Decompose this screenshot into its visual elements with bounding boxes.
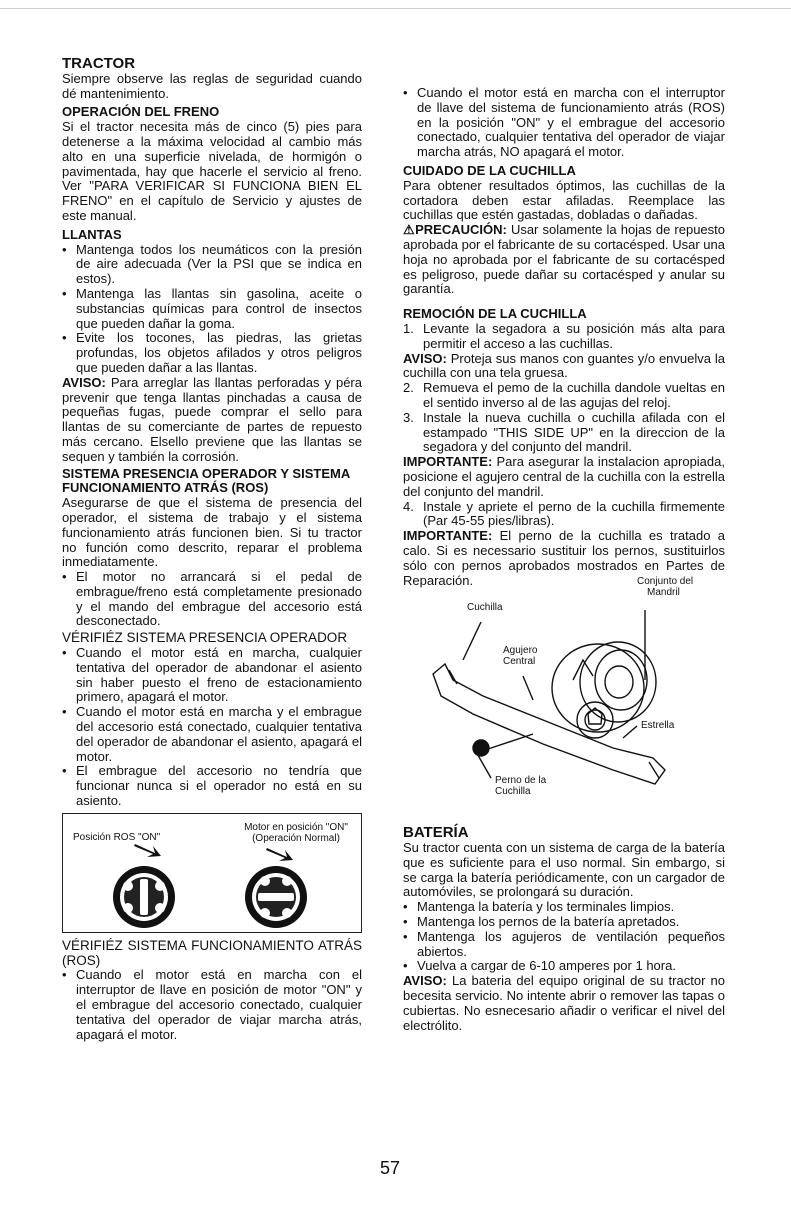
step-number: 1. xyxy=(403,320,414,336)
blade-care-text: Para obtener resultados óptimos, las cuchillas de la cortadora deben estar afiladas. Reemplace las cuchillas que estén gastadas, dobladas o dañadas. xyxy=(403,177,725,223)
motor-on-label: Motor en posición "ON" xyxy=(244,821,348,833)
list-item: • Mantenga la batería y los terminales limpios. xyxy=(403,900,725,915)
list-item xyxy=(403,411,725,455)
verify-ros-list xyxy=(62,968,362,1042)
list-item xyxy=(403,500,725,530)
aviso-label: AVISO: xyxy=(62,374,106,390)
blade-mandrel-drawing-icon xyxy=(423,610,703,800)
list-item xyxy=(403,381,725,411)
list-item xyxy=(403,322,725,352)
list-item: • El embrague del accesorio no tendría que funcionar nunca si el operador no está en su asiento. xyxy=(62,764,362,808)
removal-steps-a xyxy=(403,322,725,352)
ignition-switch-ros-icon xyxy=(111,864,177,930)
aviso-tires xyxy=(62,376,362,465)
list-item: • Cuando el motor está en marcha con el interruptor de llave del sistema de funcionamiento atrás (ROS) en la posición "ON" y el embrague del accesorio conectado, cualquier tentativa del operador de viajar marcha atrás, NO apagará el motor. xyxy=(403,86,725,160)
removal-steps-b xyxy=(403,381,725,455)
tractor-text: Siempre observe las reglas de seguridad cuando dé mantenimiento. xyxy=(62,70,362,101)
key-switch-figure xyxy=(62,813,362,933)
list-item: • Cuando el motor está en marcha y el embrague del accesorio está conectado, cualquier tentativa del operador de abandonar el asiento, apagará el motor. xyxy=(62,705,362,764)
verify-presence-heading: VÉRIFIÉZ SISTEMA PRESENCIA OPERADOR xyxy=(62,630,348,646)
tractor-heading: TRACTOR xyxy=(62,55,136,72)
step-number: 4. xyxy=(403,498,414,514)
aviso-label: AVISO: xyxy=(403,973,447,989)
system-list xyxy=(62,570,362,629)
verify-presence-list xyxy=(62,646,362,809)
step-text: Instale la nueva cuchilla o cuchilla afilada con el estampado "THIS SIDE UP" en la direccion de la segadora y del conjunto del mandril. xyxy=(423,409,725,455)
diag-label-perno-2: Cuchilla xyxy=(495,786,531,798)
normal-operation-label: (Operación Normal) xyxy=(252,832,340,844)
battery-list xyxy=(403,900,725,974)
diag-label-cuchilla: Cuchilla xyxy=(467,602,503,614)
aviso-text: Proteja sus manos con guantes y/o envuelva la cuchilla con una tela gruesa. xyxy=(403,350,725,381)
list-item: • Vuelva a cargar de 6-10 amperes por 1 hora. xyxy=(403,959,725,974)
importante-text: El perno de la cuchilla es tratado a calo. Si es necessario sustituir los pernos, sustituirlos sólo con pernos aprobados mostrados en Partes de Reparación. xyxy=(403,528,725,588)
removal-steps-c xyxy=(403,500,725,530)
precaucion-text: Usar solamente la hojas de repuesto aprobada por el fabricante de su cortacésped. Usar una hoja no aprobada por el fabricante de su cortacésped es peligroso, puede dañar su cortacésped y anular su garantía. xyxy=(403,222,725,297)
list-item: • Mantenga los agujeros de ventilación pequeños abiertos. xyxy=(403,930,725,960)
precaucion-paragraph xyxy=(403,223,725,297)
page-number: 57 xyxy=(380,1158,401,1178)
top-edge-line xyxy=(0,8,791,9)
brake-heading: OPERACIÓN DEL FRENO xyxy=(62,104,220,120)
battery-text: Su tractor cuenta con un sistema de carga de la batería que es suficiente para el uso normal. Sin embargo, si se carga la batería periódicamente, con un cargador de automóviles, se prolongará su duración. xyxy=(403,840,725,900)
step-number: 3. xyxy=(403,409,414,425)
ignition-switch-on-icon xyxy=(243,864,309,930)
step-number: 2. xyxy=(403,380,414,396)
verify-ros-heading: VÉRIFIÉZ SISTEMA FUNCIONAMIENTO ATRÁS (ROS) xyxy=(62,937,362,968)
diag-label-mandril: Mandril xyxy=(647,587,680,599)
diag-label-perno: Perno de la xyxy=(495,775,547,787)
importante-label: IMPORTANTE: xyxy=(403,454,493,470)
warning-triangle-icon: ⚠ xyxy=(403,222,416,238)
diag-label-conjunto: Conjunto del xyxy=(637,576,694,588)
step-text: Levante la segadora a su posición más alta para permitir el acceso a las cuchillas. xyxy=(423,320,725,351)
list-item: • Cuando el motor está en marcha con el interruptor de llave en posición de motor "ON" y el embrague del accesorio conectado, cualquier tentativa del operador de viajar marcha atrás, apagará el motor. xyxy=(62,968,362,1042)
list-item: • Mantenga los pernos de la batería apretados. xyxy=(403,915,725,930)
list-item: • Cuando el motor está en marcha, cualquier tentativa del operador de abandonar el asiento sin haber puesto el freno de estacionamiento primero, apagará el motor. xyxy=(62,646,362,705)
tires-list xyxy=(62,243,362,376)
brake-text: Si el tractor necesita más de cinco (5) pies para detenerse a la máxima velocidad al cambio más alto en una superficie nivelada, de hormigón o pavimentada, hay que hacerle el servicio al freno. Ver "PARA VERIFICAR SI FUNCIONA BIEN EL FRENO" en el capítulo de Servicio y ajustes de este manual. xyxy=(62,119,362,223)
left-column xyxy=(62,57,362,1042)
list-item: • Mantenga las llantas sin gasolina, aceite o substancias químicas para control de insectos que pueden dañar la goma. xyxy=(62,287,362,331)
step-text: Instale y apriete el perno de la cuchilla firmemente (Par 45-55 pies/libras). xyxy=(423,498,725,529)
battery-heading: BATERÍA xyxy=(403,824,469,842)
precaucion-label: PRECAUCIÓN: xyxy=(415,222,507,238)
system-heading: SISTEMA PRESENCIA OPERADOR Y SISTEMA FUNCIONAMIENTO ATRÁS (ROS) xyxy=(62,465,350,496)
system-text: Asegurarse de que el sistema de presencia del operador, el sistema de trabajo y el sistema funcionamiento atrás funcionen bien. Si tu tractor no función como descrito, reparar el problema inmediatamente. xyxy=(62,495,362,570)
list-item: • El motor no arrancará si el pedal de embrague/freno está completamente presionado y el mando del embrague del accesorio está desconectado. xyxy=(62,570,362,629)
removal-heading: REMOCIÓN DE LA CUCHILLA xyxy=(403,306,587,322)
aviso-battery xyxy=(403,974,725,1033)
importante-label: IMPORTANTE: xyxy=(403,528,493,544)
diag-label-agujero: Agujero xyxy=(503,645,538,657)
list-item: • Evite los tocones, las piedras, las grietas profundas, los objetos afilados y otros peligros que pueden dañar a las llantas. xyxy=(62,331,362,375)
aviso-text: Para arreglar las llantas perforadas y péra prevenir que tenga llantas pinchadas a causa de pequeñas fugas, puede comprar el sello para llantas de su comerciante de partes de repuesto más cercano. Elsello previene que las llantas se sequen y también la corrosión. xyxy=(62,374,362,464)
aviso-gloves xyxy=(403,352,725,382)
arrow-on-icon xyxy=(265,844,295,862)
blade-care-heading: CUIDADO DE LA CUCHILLA xyxy=(403,162,576,178)
arrow-ros-icon xyxy=(133,840,163,858)
list-item: • Mantenga todos los neumáticos con la presión de aire adecuada (Ver la PSI que se indica en estos). xyxy=(62,243,362,287)
ros-list xyxy=(403,86,725,160)
right-column xyxy=(403,86,725,1033)
importante-text: Para asegurar la instalacion apropiada, posicione el agujero central de la cuchilla con la estrella del conjunto del mandril. xyxy=(403,454,725,499)
blade-assembly-diagram xyxy=(403,576,725,822)
diag-label-estrella: Estrella xyxy=(641,720,675,732)
tires-heading: LLANTAS xyxy=(62,226,122,242)
diag-label-central: Central xyxy=(503,656,536,668)
aviso-text: La bateria del equipo original de su tractor no becesita servicio. No intente abrir o remover las tapas o cubiertas. No esnecesario añadir o verificar el nivel del electrólito. xyxy=(403,973,725,1033)
ros-on-label: Posición ROS "ON" xyxy=(73,831,161,843)
importante-install xyxy=(403,455,725,499)
step-text: Remueva el pemo de la cuchilla dandole vueltas en el sentido inverso al de las agujas del reloj. xyxy=(423,380,725,410)
aviso-label: AVISO: xyxy=(403,350,447,366)
